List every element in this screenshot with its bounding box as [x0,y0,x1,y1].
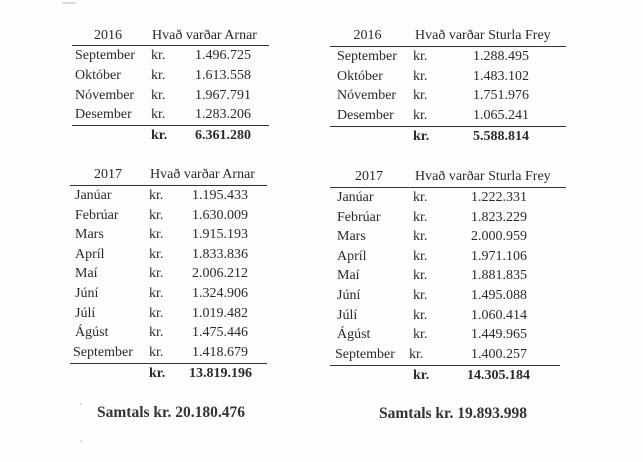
currency: kr. [149,305,164,321]
currency: kr. [149,188,164,203]
total-rule [330,365,560,366]
total-row [330,128,566,146]
table-row [72,67,269,85]
month: Júní [337,288,361,303]
month: September [75,48,135,63]
currency: kr. [413,49,428,64]
currency: kr. [149,344,164,360]
table-row [70,246,267,264]
amount: 1.967.791 [195,88,251,103]
month: Desember [337,108,394,123]
table-row [70,207,267,225]
currency: kr. [413,248,428,264]
month: September [73,344,133,360]
total-amount: 14.305.184 [467,368,530,383]
currency: kr. [413,307,428,323]
month: Júní [75,286,99,301]
currency: kr. [413,327,428,343]
amount: 1.630.009 [192,207,248,223]
table-year: 2017 [94,167,122,182]
currency: kr. [409,346,424,362]
table-row [330,228,566,246]
total-currency: kr. [151,128,168,143]
month: Janúar [337,190,374,205]
month: Janúar [75,188,112,203]
amount: 1.823.229 [471,209,527,225]
month: Október [75,68,121,83]
table-row [330,326,566,344]
table-row [70,305,267,323]
month: Júlí [337,307,358,323]
header-rule [330,46,566,47]
currency: kr. [149,286,164,301]
total-amount: 6.361.280 [195,128,251,143]
currency: kr. [413,69,428,84]
table-row [72,106,269,124]
month: Febrúar [337,209,381,225]
total-rule [72,125,269,126]
total-currency: kr. [413,368,430,383]
table-row [330,209,566,227]
amount: 2.000.959 [471,229,527,245]
currency: kr. [151,107,166,122]
header-rule [70,185,267,186]
month: Ágúst [75,325,109,341]
table-2017-arnar [70,166,267,386]
total-currency: kr. [413,129,430,144]
total-rule [330,126,566,127]
grand-total-sturla: Samtals kr. 19.893.998 [379,405,527,422]
month: Apríl [337,248,367,264]
amount: 1.288.495 [473,49,529,64]
currency: kr. [413,108,428,123]
month: Febrúar [75,207,119,223]
table-row [70,285,267,303]
scan-speck [80,440,82,442]
month: Október [337,69,383,84]
amount: 1.475.446 [192,325,248,341]
table-2017-sturla [330,168,566,388]
amount: 1.449.965 [471,327,527,343]
total-row [330,367,566,385]
currency: kr. [149,325,164,341]
month: Maí [337,268,360,284]
month: Nóvember [75,88,135,103]
table-row [70,344,267,362]
total-row [72,127,269,145]
currency: kr. [413,209,428,225]
currency: kr. [149,207,164,223]
table-title: Hvað varðar Arnar [150,167,255,182]
amount: 1.495.088 [471,288,527,303]
amount: 2.006.212 [192,266,248,282]
table-row [70,265,267,283]
amount: 1.496.725 [195,48,251,63]
currency: kr. [149,246,164,262]
table-row [330,267,566,285]
month: September [335,346,395,362]
currency: kr. [413,190,428,205]
currency: kr. [151,68,166,83]
table-row [330,87,566,105]
scan-speck [62,2,76,4]
amount: 1.065.241 [473,108,529,123]
total-amount: 13.819.196 [189,366,252,381]
scan-speck [80,403,82,405]
table-header [330,27,566,45]
amount: 1.418.679 [192,344,248,360]
total-currency: kr. [149,366,166,381]
total-row [70,365,267,383]
table-row [330,189,566,207]
amount: 1.483.102 [473,69,529,84]
table-2016-arnar [72,27,269,147]
month: Ágúst [337,327,371,343]
currency: kr. [151,48,166,63]
month: Maí [75,266,98,282]
table-row [330,287,566,305]
month: Nóvember [337,88,397,103]
table-year: 2016 [353,28,382,43]
table-row [70,187,267,205]
currency: kr. [149,266,164,282]
table-row [72,47,269,65]
table-2016-sturla [330,27,566,147]
month: Apríl [75,246,105,262]
grand-total-arnar: Samtals kr. 20.180.476 [97,404,245,421]
amount: 1.060.414 [471,307,527,323]
header-rule [330,187,566,188]
table-header [330,168,566,186]
month: September [337,49,397,64]
table-row [330,307,566,325]
table-title: Hvað varðar Sturla Frey [415,169,551,184]
total-rule [70,363,267,364]
amount: 1.833.836 [192,246,248,262]
table-title: Hvað varðar Sturla Frey [415,28,551,43]
table-row [330,248,566,266]
currency: kr. [149,227,164,243]
amount: 1.915.193 [192,227,248,243]
amount: 1.019.482 [192,305,248,321]
currency: kr. [413,229,428,245]
month: Júlí [75,305,96,321]
amount: 1.751.976 [473,88,529,103]
month: Mars [75,227,104,243]
amount: 1.613.558 [195,68,251,83]
currency: kr. [413,288,428,303]
currency: kr. [413,88,428,103]
month: Mars [337,229,366,245]
table-header [70,166,267,184]
table-row [70,226,267,244]
table-header [72,27,269,45]
amount: 1.324.906 [192,286,248,301]
amount: 1.283.206 [195,107,251,122]
amount: 1.400.257 [471,346,527,362]
amount: 1.222.331 [471,190,527,205]
currency: kr. [413,268,428,284]
month: Desember [75,107,132,122]
table-row [72,87,269,105]
amount: 1.971.106 [471,248,527,264]
currency: kr. [151,88,166,103]
table-title: Hvað varðar Arnar [152,28,257,43]
table-row [70,324,267,342]
header-rule [72,45,269,46]
amount: 1.881.835 [471,268,527,284]
table-year: 2017 [355,169,383,184]
table-year: 2016 [94,28,122,43]
table-row [330,346,566,364]
table-row [330,107,566,125]
table-row [330,48,566,66]
amount: 1.195.433 [192,188,248,203]
total-amount: 5.588.814 [473,129,529,144]
table-row [330,68,566,86]
